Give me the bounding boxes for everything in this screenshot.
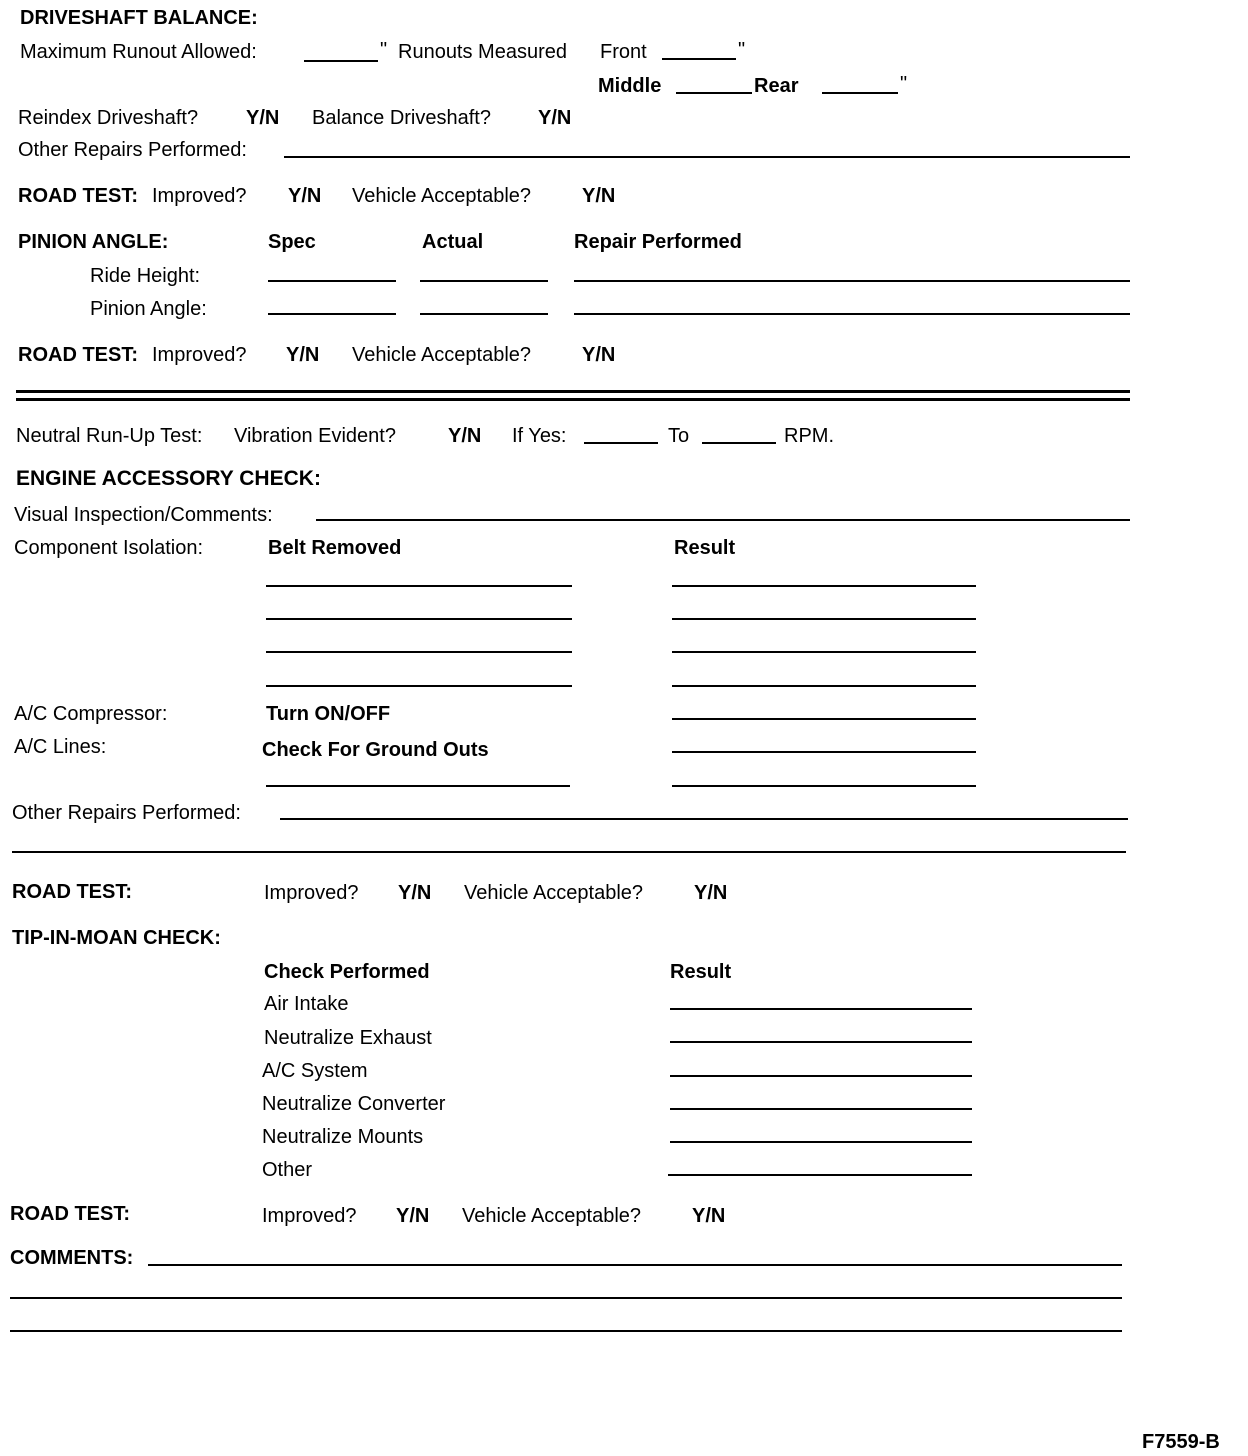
ac-compressor-label: A/C Compressor: — [14, 703, 168, 725]
col-actual: Actual — [422, 231, 484, 253]
rear-runout-field[interactable] — [822, 92, 898, 94]
vibration-label: Vibration Evident? — [234, 425, 396, 447]
belt-removed-field[interactable] — [266, 651, 572, 653]
middle-runout-field[interactable] — [676, 92, 752, 94]
section-title-pinion: PINION ANGLE: — [18, 231, 169, 253]
comments-field-2[interactable] — [10, 1297, 1122, 1299]
improved-label: Improved? — [262, 1205, 357, 1227]
max-runout-field[interactable] — [304, 60, 378, 62]
improved-yn[interactable]: Y/N — [286, 344, 320, 366]
inch-mark: " — [380, 39, 388, 61]
col-spec: Spec — [268, 231, 316, 253]
other-repairs-field-2[interactable] — [12, 851, 1126, 853]
tipin-result-field[interactable] — [670, 1108, 972, 1110]
road-test-label: ROAD TEST: — [10, 1203, 130, 1225]
tipin-result-field[interactable] — [670, 1008, 972, 1010]
acceptable-label: Vehicle Acceptable? — [462, 1205, 642, 1227]
result-field[interactable] — [672, 685, 976, 687]
improved-yn[interactable]: Y/N — [398, 882, 432, 904]
ride-height-label: Ride Height: — [90, 265, 201, 287]
divider-rule — [16, 398, 1130, 401]
tipin-item: Other — [262, 1159, 313, 1181]
tipin-item: Neutralize Converter — [262, 1093, 446, 1115]
ac-lines-result-field[interactable] — [672, 751, 976, 753]
other-repairs-label: Other Repairs Performed: — [18, 139, 247, 161]
tipin-item: Air Intake — [264, 993, 349, 1015]
component-isolation-label: Component Isolation: — [14, 537, 204, 559]
tipin-item: Neutralize Exhaust — [264, 1027, 432, 1049]
road-test-label: ROAD TEST: — [18, 185, 138, 207]
improved-label: Improved? — [264, 882, 359, 904]
rear-label: Rear — [754, 75, 799, 97]
middle-label: Middle — [598, 75, 662, 97]
road-test-label: ROAD TEST: — [18, 344, 138, 366]
section-title-driveshaft: DRIVESHAFT BALANCE: — [20, 7, 258, 29]
other-repairs-field[interactable] — [284, 156, 1130, 158]
rpm-to-field[interactable] — [702, 442, 776, 444]
other-repairs-field[interactable] — [280, 818, 1128, 820]
reindex-label: Reindex Driveshaft? — [18, 107, 199, 129]
rpm-label: RPM. — [784, 425, 834, 447]
acceptable-yn[interactable]: Y/N — [582, 185, 616, 207]
neutral-runup-label: Neutral Run-Up Test: — [16, 425, 203, 447]
divider-rule — [16, 390, 1130, 393]
to-label: To — [668, 425, 690, 447]
result-field[interactable] — [672, 651, 976, 653]
ac-lines-label: A/C Lines: — [14, 736, 107, 758]
tipin-result-field[interactable] — [670, 1075, 972, 1077]
road-test-label: ROAD TEST: — [12, 881, 132, 903]
runouts-measured-label: Runouts Measured — [398, 41, 567, 63]
front-runout-field[interactable] — [662, 58, 736, 60]
col-repair: Repair Performed — [574, 231, 742, 253]
acceptable-label: Vehicle Acceptable? — [352, 344, 532, 366]
ac-compressor-result-field[interactable] — [672, 718, 976, 720]
acceptable-label: Vehicle Acceptable? — [352, 185, 532, 207]
ride-height-repair-field[interactable] — [574, 280, 1130, 282]
tipin-result-field[interactable] — [670, 1041, 972, 1043]
if-yes-label: If Yes: — [512, 425, 567, 447]
section-title-tipin: TIP-IN-MOAN CHECK: — [12, 927, 221, 949]
ride-height-spec-field[interactable] — [268, 280, 396, 282]
check-ground-text: Check For Ground Outs — [262, 739, 489, 761]
visual-inspection-field[interactable] — [316, 519, 1130, 521]
acceptable-label: Vehicle Acceptable? — [464, 882, 644, 904]
rpm-from-field[interactable] — [584, 442, 658, 444]
acceptable-yn[interactable]: Y/N — [692, 1205, 726, 1227]
turn-onoff-text: Turn ON/OFF — [266, 703, 391, 725]
max-runout-label: Maximum Runout Allowed: — [20, 41, 257, 63]
improved-label: Improved? — [152, 344, 247, 366]
inch-mark: " — [900, 73, 908, 95]
tipin-result-field[interactable] — [670, 1141, 972, 1143]
tipin-item: Neutralize Mounts — [262, 1126, 424, 1148]
section-title-engine: ENGINE ACCESSORY CHECK: — [16, 467, 321, 490]
balance-yn[interactable]: Y/N — [538, 107, 572, 129]
ride-height-actual-field[interactable] — [420, 280, 548, 282]
extra-result-field[interactable] — [672, 785, 976, 787]
reindex-yn[interactable]: Y/N — [246, 107, 280, 129]
pinion-angle-spec-field[interactable] — [268, 313, 396, 315]
pinion-angle-actual-field[interactable] — [420, 313, 548, 315]
belt-removed-field[interactable] — [266, 685, 572, 687]
balance-label: Balance Driveshaft? — [312, 107, 491, 129]
improved-yn[interactable]: Y/N — [288, 185, 322, 207]
acceptable-yn[interactable]: Y/N — [694, 882, 728, 904]
front-label: Front — [600, 41, 647, 63]
belt-removed-field[interactable] — [266, 585, 572, 587]
comments-label: COMMENTS: — [10, 1247, 134, 1269]
inch-mark: " — [738, 39, 746, 61]
extra-belt-field[interactable] — [266, 785, 570, 787]
acceptable-yn[interactable]: Y/N — [582, 344, 616, 366]
comments-field-3[interactable] — [10, 1330, 1122, 1332]
result-field[interactable] — [672, 618, 976, 620]
visual-inspection-label: Visual Inspection/Comments: — [14, 504, 273, 526]
comments-field[interactable] — [148, 1264, 1122, 1266]
check-performed-header: Check Performed — [264, 961, 430, 983]
improved-label: Improved? — [152, 185, 247, 207]
other-repairs-label: Other Repairs Performed: — [12, 802, 241, 824]
result-header: Result — [670, 961, 732, 983]
tipin-item: A/C System — [262, 1060, 368, 1082]
tipin-result-field[interactable] — [668, 1174, 972, 1176]
result-field[interactable] — [672, 585, 976, 587]
pinion-angle-label: Pinion Angle: — [90, 298, 207, 320]
result-header: Result — [674, 537, 736, 559]
improved-yn[interactable]: Y/N — [396, 1205, 430, 1227]
pinion-angle-repair-field[interactable] — [574, 313, 1130, 315]
vibration-yn[interactable]: Y/N — [448, 425, 482, 447]
figure-id: F7559-B — [1142, 1431, 1220, 1453]
belt-removed-header: Belt Removed — [268, 537, 402, 559]
belt-removed-field[interactable] — [266, 618, 572, 620]
